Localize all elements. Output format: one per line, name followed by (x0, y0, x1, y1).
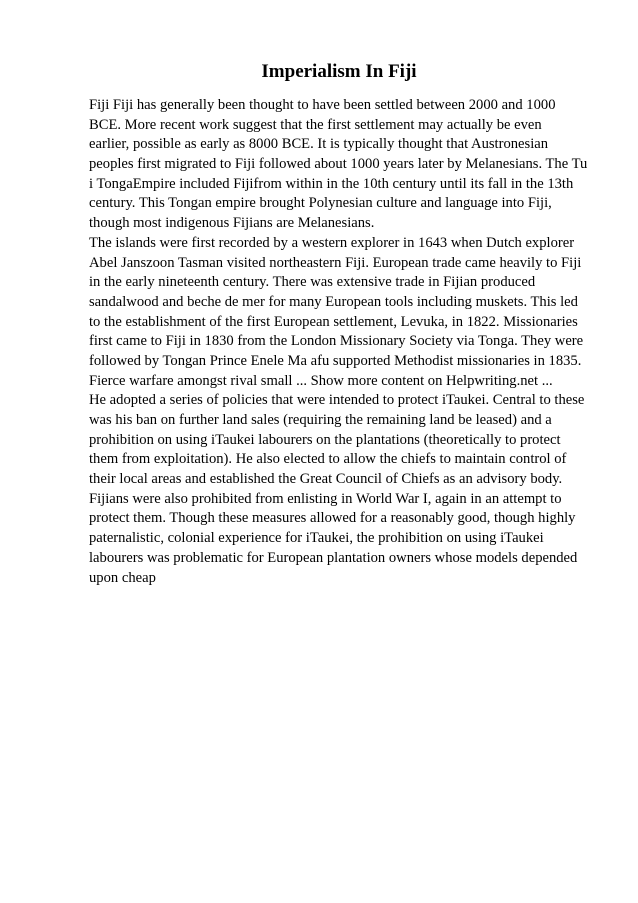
body-line: upon cheap (89, 569, 156, 586)
body-line: labourers was problematic for European plantation owners whose models depended (89, 549, 578, 566)
body-line: in the early nineteenth century. There was extensive trade in Fijian produced (89, 274, 536, 291)
body-line: Fijians were also prohibited from enlisting in World War I, again in an attempt to (89, 490, 562, 507)
document-body (89, 96, 609, 588)
body-line: prohibition on using iTaukei labourers on the plantations (theoretically to protect (89, 431, 561, 448)
body-line: to the establishment of the first European settlement, Levuka, in 1822. Missionaries (89, 313, 578, 330)
body-line: protect them. Though these measures allowed for a reasonably good, though highly (89, 510, 576, 527)
body-line: i TongaEmpire included Fijifrom within in the 10th century until its fall in the 13th (89, 175, 574, 192)
body-line: century. This Tongan empire brought Polynesian culture and language into Fiji, (89, 195, 552, 212)
body-line: though most indigenous Fijians are Melanesians. (89, 215, 375, 232)
body-line: them from exploitation). He also elected to allow the chiefs to maintain control of (89, 451, 567, 468)
document-title: Imperialism In Fiji (261, 61, 417, 82)
body-line: their local areas and established the Great Council of Chiefs as an advisory body. (89, 471, 563, 488)
body-line: Abel Janszoon Tasman visited northeastern Fiji. European trade came heavily to Fiji (89, 254, 582, 271)
body-line: Fierce warfare amongst rival small ... Show more content on Helpwriting.net ... (89, 372, 553, 389)
body-line: BCE. More recent work suggest that the first settlement may actually be even (89, 116, 542, 133)
body-line: was his ban on further land sales (requiring the remaining land be leased) and a (89, 412, 552, 428)
body-line: The islands were first recorded by a western explorer in 1643 when Dutch explorer (89, 234, 575, 251)
body-line: peoples first migrated to Fiji followed about 1000 years later by Melanesians. The Tu (89, 156, 588, 173)
body-line: paternalistic, colonial experience for iTaukei, the prohibition on using iTaukei (89, 530, 544, 547)
body-line: He adopted a series of policies that were intended to protect iTaukei. Central to these (89, 392, 585, 409)
body-line: Fiji Fiji has generally been thought to have been settled between 2000 and 1000 (89, 97, 556, 113)
body-line: sandalwood and beche de mer for many European tools including muskets. This led (89, 293, 578, 310)
body-line: followed by Tongan Prince Enele Ma afu supported Methodist missionaries in 1835. (89, 352, 582, 369)
body-line: earlier, possible as early as 8000 BCE. It is typically thought that Austronesian (89, 136, 549, 153)
body-line: first came to Fiji in 1830 from the London Missionary Society via Tonga. They were (89, 333, 584, 350)
